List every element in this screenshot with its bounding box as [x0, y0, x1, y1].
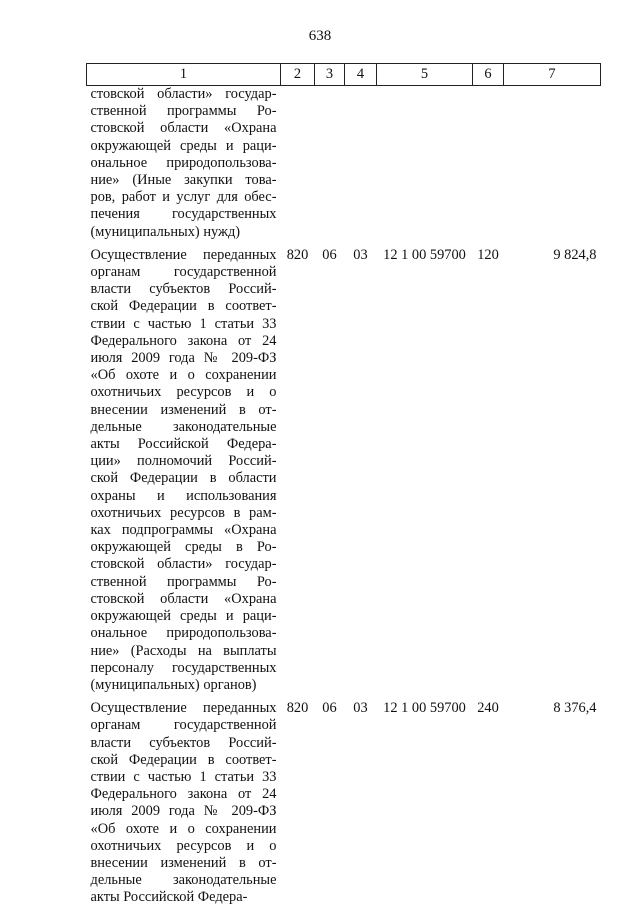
- cell-amount: 8 376,4: [553, 700, 597, 717]
- description-line: июля 2009 года № 209-ФЗ: [90, 803, 277, 820]
- cell-ministry-code: 820: [286, 700, 309, 717]
- cell-target-article: 12 1 00 59700: [383, 700, 466, 717]
- cell-subsection: 03: [353, 246, 368, 263]
- description-line: стовской области» государ-: [90, 86, 277, 102]
- description-line: власти субъектов Россий-: [90, 734, 277, 751]
- table-row: [87, 86, 601, 247]
- description-line: (муниципальных) нужд): [90, 223, 241, 240]
- description-line: ках подпрограммы «Охрана: [90, 522, 277, 539]
- cell-expense-type: 240: [477, 700, 499, 717]
- cell-ministry-code: [281, 86, 315, 247]
- description-line: стовской области «Охрана: [90, 590, 277, 607]
- description-line: окружающей среды и раци-: [90, 137, 277, 154]
- cell-amount: [504, 86, 601, 247]
- description-line: стовской области «Охрана: [90, 120, 277, 137]
- cell-section: [315, 86, 345, 247]
- description-line: ональное природопользова-: [90, 625, 277, 642]
- cell-expense-type: [473, 86, 504, 247]
- description-line: ственной программы Ро-: [90, 573, 277, 590]
- description-line: ской Федерации в соответ-: [90, 751, 277, 768]
- description-line: ции» полномочий Россий-: [90, 453, 277, 470]
- description-line: июля 2009 года № 209-ФЗ: [90, 350, 277, 367]
- description-line: стовской области» государ-: [90, 556, 277, 573]
- description-line: ской Федерации в соответ-: [90, 298, 277, 315]
- cell-subsection: [345, 86, 377, 247]
- description-line: ров, работ и услуг для обес-: [90, 189, 277, 206]
- description-line: охотничьих ресурсов и о: [90, 384, 277, 401]
- cell-subsection: 03: [353, 700, 368, 717]
- description-line: акты Российской Федера-: [90, 436, 277, 453]
- description-line: внесении изменений в от-: [90, 854, 277, 871]
- description-line: охраны и использования: [90, 487, 277, 504]
- description-line: ональное природопользова-: [90, 154, 277, 171]
- cell-target-article: 12 1 00 59700: [383, 246, 466, 263]
- description-line: власти субъектов Россий-: [90, 281, 277, 298]
- description-line: охотничьих ресурсов и о: [90, 837, 277, 854]
- description-line: «Об охоте и о сохранении: [90, 367, 277, 384]
- cell-amount: 9 824,8: [553, 246, 597, 263]
- description-line: ствии с частью 1 статьи 33: [90, 768, 277, 785]
- description-line: Осуществление переданных: [90, 246, 277, 263]
- description-line: окружающей среды в Ро-: [90, 539, 277, 556]
- column-header-7: 7: [504, 64, 601, 86]
- cell-target-article: [377, 86, 473, 247]
- description-line: персоналу государственных: [90, 659, 277, 676]
- description-line: Федерального закона от 24: [90, 786, 277, 803]
- description-line: внесении изменений в от-: [90, 401, 277, 418]
- description-line: Федерального закона от 24: [90, 332, 277, 349]
- table-row: [87, 700, 601, 906]
- cell-section: 06: [322, 246, 337, 263]
- description-line: охотничьих ресурсов в рам-: [90, 504, 277, 521]
- description-line: ствии с частью 1 статьи 33: [90, 315, 277, 332]
- column-header-1: 1: [87, 64, 281, 86]
- column-header-5: 5: [377, 64, 473, 86]
- description-line: органам государственной: [90, 717, 277, 734]
- description-line: (муниципальных) органов): [90, 676, 257, 693]
- column-header-6: 6: [473, 64, 504, 86]
- cell-ministry-code: 820: [286, 246, 309, 263]
- cell-expense-type: 120: [477, 246, 499, 263]
- table-header: [87, 64, 601, 86]
- column-header-4: 4: [345, 64, 377, 86]
- column-header-3: 3: [315, 64, 345, 86]
- description-line: акты Российской Федера-: [90, 889, 248, 906]
- page-number: 638: [308, 28, 332, 44]
- row-description: [87, 700, 281, 906]
- description-line: ской Федерации в области: [90, 470, 277, 487]
- description-line: ние» (Расходы на выплаты: [90, 642, 277, 659]
- description-line: дельные законодательные: [90, 872, 277, 889]
- column-header-2: 2: [281, 64, 315, 86]
- description-line: ственной программы Ро-: [90, 103, 277, 120]
- description-line: органам государственной: [90, 264, 277, 281]
- table-row: [87, 247, 601, 700]
- description-line: Осуществление переданных: [90, 700, 277, 717]
- cell-section: 06: [322, 700, 337, 717]
- row-description: [87, 86, 281, 247]
- description-line: «Об охоте и о сохранении: [90, 820, 277, 837]
- description-line: печения государственных: [90, 206, 277, 223]
- description-line: ние» (Иные закупки това-: [90, 172, 277, 189]
- budget-table: [86, 63, 601, 907]
- row-description: [87, 247, 281, 700]
- description-line: дельные законодательные: [90, 418, 277, 435]
- description-line: окружающей среды и раци-: [90, 608, 277, 625]
